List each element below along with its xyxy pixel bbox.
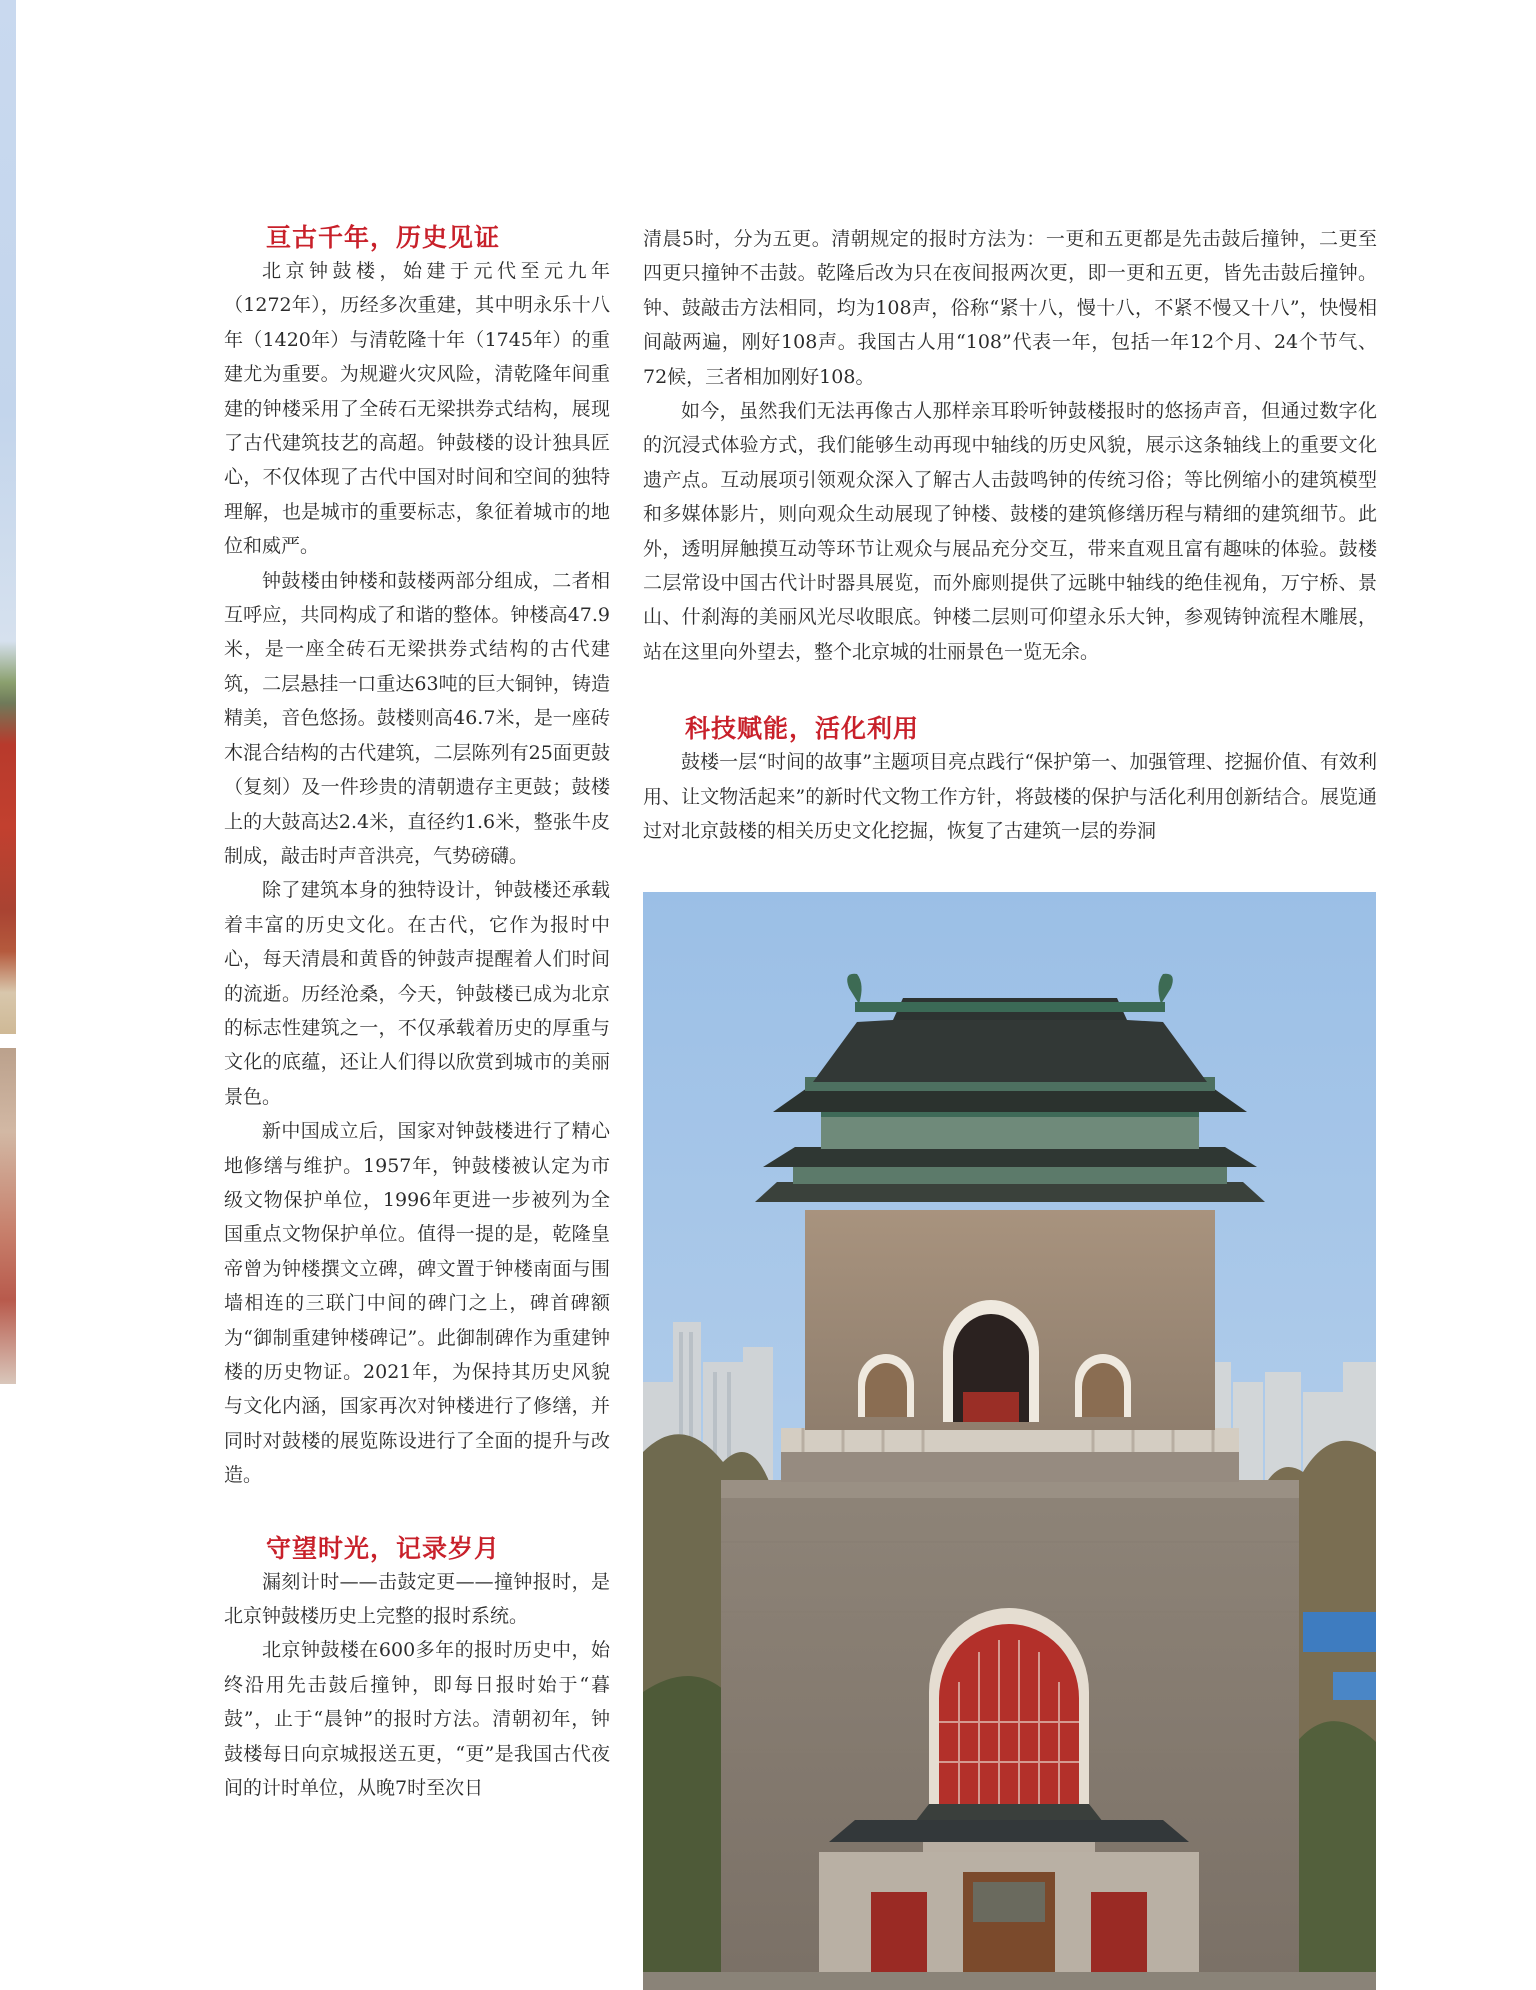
body-paragraph: 北京钟鼓楼在600多年的报时历史中，始终沿用先击鼓后撞钟，即每日报时始于“暮鼓”，止于“晨钟”的报时方法。清朝初年，钟鼓楼每日向京城报送五更，“更”是我国古代夜间的计时单位，从晚7时至次日 xyxy=(224,1639,610,1800)
section-heading-history: 亘古千年，历史见证 xyxy=(266,223,501,252)
body-paragraph: 北京钟鼓楼，始建于元代至元九年（1272年），历经多次重建，其中明永乐十八年（1420年）与清乾隆十年（1745年）的重建尤为重要。为规避火灾风险，清乾隆年间重建的钟楼采用了全砖石无梁拱券式结构，展现了古代建筑技艺的高超。钟鼓楼的设计独具匠心，不仅体现了古代中国对时间和空间的独特理解，也是城市的重要标志，象征着城市的地位和威严。 xyxy=(224,260,610,558)
adjacent-page-photo-strip-bottom xyxy=(0,1048,16,1384)
body-paragraph: 新中国成立后，国家对钟鼓楼进行了精心地修缮与维护。1957年，钟鼓楼被认定为市级文物保护单位，1996年更进一步被列为全国重点文物保护单位。值得一提的是，乾隆皇帝曾为钟楼撰文立碑，碑文置于钟楼南面与围墙相连的三联门中间的碑门之上，碑首碑额为“御制重建钟楼碑记”。此御制碑作为重建钟楼的历史物证。2021年，为保持其历史风貌与文化内涵，国家再次对钟楼进行了修缮，并同时对鼓楼的展览陈设进行了全面的提升与改造。 xyxy=(224,1120,610,1487)
body-paragraph: 如今，虽然我们无法再像古人那样亲耳聆听钟鼓楼报时的悠扬声音，但通过数字化的沉浸式体验方式，我们能够生动再现中轴线的历史风貌，展示这条轴线上的重要文化遗产点。互动展项引领观众深入了解古人击鼓鸣钟的传统习俗；等比例缩小的建筑模型和多媒体影片，则向观众生动展现了钟楼、鼓楼的建筑修缮历程与精细的建筑细节。此外，透明屏触摸互动等环节让观众与展品充分交互，带来直观且富有趣味的体验。鼓楼二层常设中国古代计时器具展览，而外廊则提供了远眺中轴线的绝佳视角，万宁桥、景山、什刹海的美丽风光尽收眼底。钟楼二层则可仰望永乐大钟，参观铸钟流程木雕展，站在这里向外望去，整个北京城的壮丽景色一览无余。 xyxy=(643,400,1377,663)
body-paragraph: 鼓楼一层“时间的故事”主题项目亮点践行“保护第一、加强管理、挖掘价值、有效利用、让文物活起来”的新时代文物工作方针，将鼓楼的保护与活化利用创新结合。展览通过对北京鼓楼的相关历史文化挖掘，恢复了古建筑一层的券洞 xyxy=(643,751,1377,843)
bell-tower-photo xyxy=(643,892,1376,1990)
body-paragraph: 除了建筑本身的独特设计，钟鼓楼还承载着丰富的历史文化。在古代，它作为报时中心，每天清晨和黄昏的钟鼓声提醒着人们时间的流逝。历经沧桑，今天，钟鼓楼已成为北京的标志性建筑之一，不仅承载着历史的厚重与文化的底蕴，还让人们得以欣赏到城市的美丽景色。 xyxy=(224,879,610,1108)
body-paragraph-continued: 清晨5时，分为五更。清朝规定的报时方法为：一更和五更都是先击鼓后撞钟，二更至四更只撞钟不击鼓。乾隆后改为只在夜间报两次更，即一更和五更，皆先击鼓后撞钟。钟、鼓敲击方法相同，均为108声，俗称“紧十八，慢十八，不紧不慢又十八”，快慢相间敲两遍，刚好108声。我国古人用“108”代表一年，包括一年12个月、24个节气、72候，三者相加刚好108。 xyxy=(643,228,1377,388)
body-paragraph: 钟鼓楼由钟楼和鼓楼两部分组成，二者相互呼应，共同构成了和谐的整体。钟楼高47.9米，是一座全砖石无梁拱券式结构的古代建筑，二层悬挂一口重达63吨的巨大铜钟，铸造精美，音色悠扬。鼓楼则高46.7米，是一座砖木混合结构的古代建筑，二层陈列有25面更鼓（复刻）及一件珍贵的清朝遗存主更鼓；鼓楼上的大鼓高达2.4米，直径约1.6米，整张牛皮制成，敲击时声音洪亮，气势磅礴。 xyxy=(224,569,610,867)
adjacent-page-photo-strip-top xyxy=(0,0,16,1034)
body-paragraph: 漏刻计时——击鼓定更——撞钟报时，是北京钟鼓楼历史上完整的报时系统。 xyxy=(224,1570,610,1628)
left-column xyxy=(224,222,610,1805)
section-heading-technology: 科技赋能，活化利用 xyxy=(685,714,920,744)
right-column xyxy=(643,222,1377,849)
section-heading-time-keeping: 守望时光，记录岁月 xyxy=(266,1533,501,1563)
